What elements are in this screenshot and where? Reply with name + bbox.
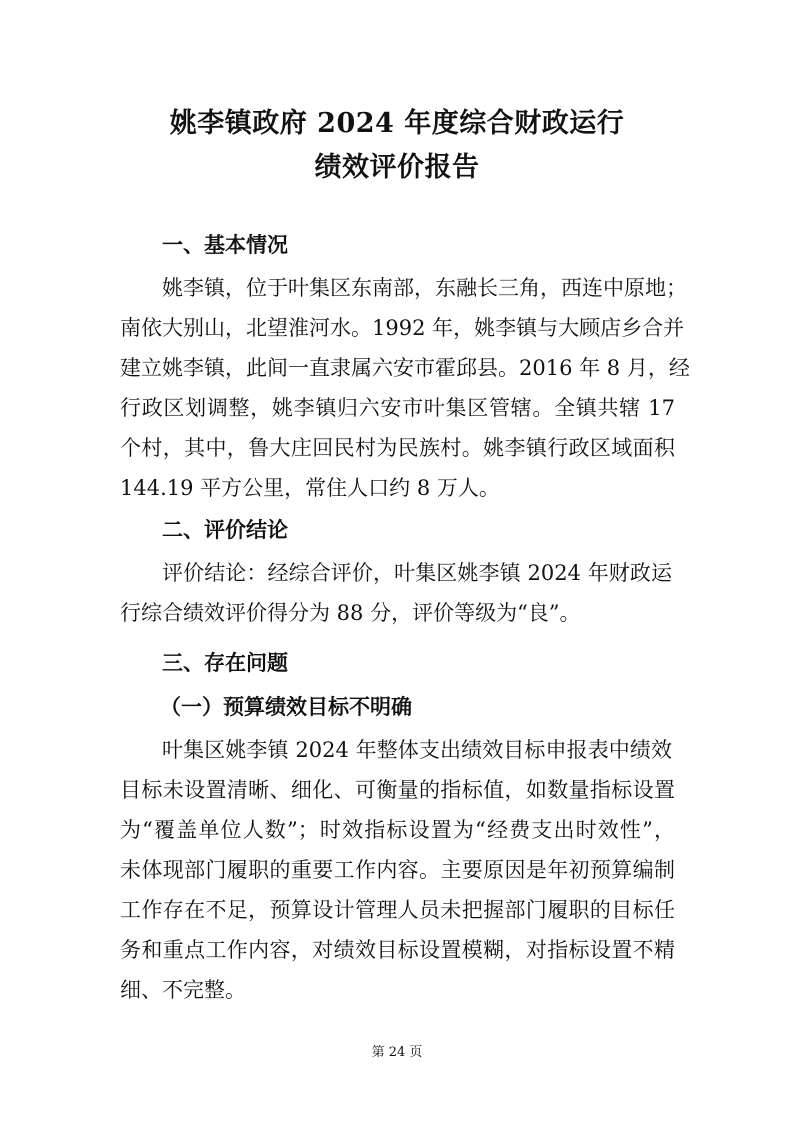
section-heading-problems: 三、存在问题 [162, 651, 288, 675]
subsection-heading-budget-targets: （一）预算绩效目标不明确 [160, 695, 412, 719]
paragraph-line: 工作存在不足，预算设计管理人员未把握部门履职的目标任 [120, 898, 675, 922]
report-title-line-2: 绩效评价报告 [314, 152, 480, 183]
section-heading-basic-info: 一、基本情况 [162, 233, 288, 257]
paragraph-line: 务和重点工作内容，对绩效目标设置模糊，对指标设置不精 [120, 938, 675, 962]
paragraph-line: 个村，其中，鲁大庄回民村为民族村。姚李镇行政区域面积 [120, 436, 675, 460]
section-heading-conclusion: 二、评价结论 [162, 518, 288, 542]
paragraph-line: 行政区划调整，姚李镇归六安市叶集区管辖。全镇共辖 17 [120, 396, 675, 420]
paragraph-line: 建立姚李镇，此间一直隶属六安市霍邱县。2016 年 8 月，经 [120, 356, 690, 380]
paragraph-line: 姚李镇，位于叶集区东南部，东融长三角，西连中原地； [162, 276, 687, 300]
paragraph-line: 评价结论：经综合评价，叶集区姚李镇 2024 年财政运 [162, 561, 672, 585]
paragraph-line: 细、不完整。 [120, 978, 246, 1002]
page-number: 第 24 页 [371, 1045, 423, 1060]
paragraph-line: 目标未设置清晰、细化、可衡量的指标值，如数量指标设置 [120, 778, 675, 802]
report-title-line-1: 姚李镇政府 2024 年度综合财政运行 [169, 108, 625, 139]
paragraph-line: 144.19 平方公里，常住人口约 8 万人。 [120, 476, 500, 500]
paragraph-line: 南依大别山，北望淮河水。1992 年，姚李镇与大顾店乡合并 [120, 316, 685, 340]
paragraph-line: 行综合绩效评价得分为 88 分，评价等级为“良”。 [120, 601, 581, 625]
paragraph-line: 叶集区姚李镇 2024 年整体支出绩效目标申报表中绩效 [162, 738, 672, 762]
paragraph-line: 未体现部门履职的重要工作内容。主要原因是年初预算编制 [120, 858, 675, 882]
paragraph-line: 为“覆盖单位人数”；时效指标设置为“经费支出时效性”， [120, 818, 675, 842]
